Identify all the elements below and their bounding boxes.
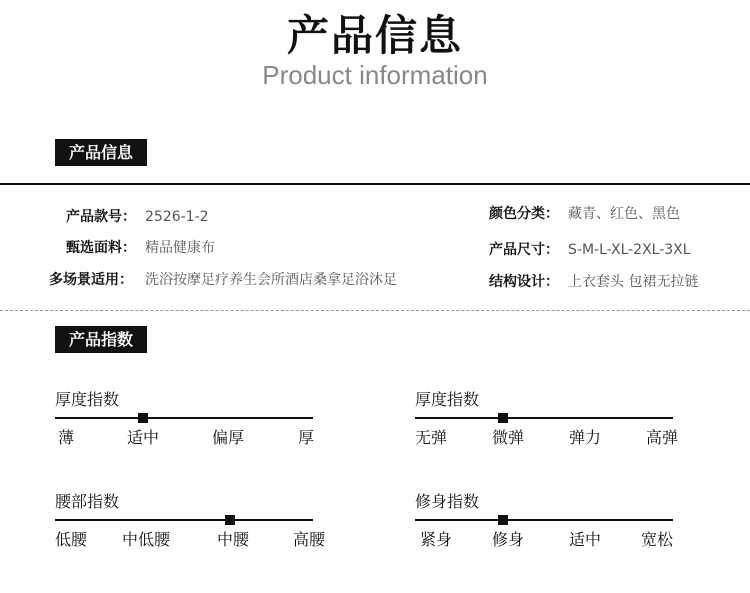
- gauge-option: 宽松: [641, 530, 674, 549]
- gauge-option: 厚: [298, 428, 315, 447]
- gauge-option: 高弹: [646, 428, 679, 447]
- info-value-colors: 藏青、红色、黑色: [568, 206, 680, 222]
- section-tag-product-info: 产品信息: [55, 139, 147, 166]
- gauge-option: 修身: [492, 530, 525, 549]
- gauge-title: 厚度指数: [415, 390, 480, 409]
- gauge-marker: [138, 413, 148, 423]
- gauge-track: [415, 519, 673, 521]
- section-tag-indices: 产品指数: [55, 326, 147, 353]
- gauge-option: 低腰: [55, 530, 88, 549]
- gauge-fit: [415, 491, 680, 561]
- info-value-scenes: 洗浴按摩足疗养生会所酒店桑拿足浴沐足: [145, 272, 397, 288]
- gauge-option: 无弹: [415, 428, 448, 447]
- gauge-option: 适中: [127, 428, 160, 447]
- info-value-fabric: 精品健康布: [145, 240, 215, 256]
- gauge-option: 适中: [569, 530, 602, 549]
- gauge-title: 腰部指数: [55, 492, 120, 511]
- gauge-track: [415, 417, 673, 419]
- gauge-thickness: [55, 389, 320, 459]
- info-label-fabric: 甄选面料：: [66, 240, 136, 256]
- gauge-title: 修身指数: [415, 492, 480, 511]
- info-label-colors: 颜色分类：: [489, 206, 559, 222]
- gauge-option: 中低腰: [122, 530, 171, 549]
- gauge-marker: [498, 413, 508, 423]
- section-divider: [0, 183, 750, 185]
- info-label-style-no: 产品款号：: [66, 209, 136, 225]
- gauge-track: [55, 417, 313, 419]
- info-value-structure: 上衣套头 包裙无拉链: [568, 274, 699, 290]
- gauge-marker: [225, 515, 235, 525]
- page-title: 产品信息: [286, 11, 463, 60]
- gauge-elasticity: [415, 389, 680, 459]
- info-value-size: S-M-L-XL-2XL-3XL: [568, 242, 691, 258]
- page-subtitle: Product information: [262, 60, 488, 90]
- gauge-title: 厚度指数: [55, 390, 120, 409]
- gauge-option: 弹力: [569, 428, 602, 447]
- info-value-style-no: 2526-1-2: [145, 209, 209, 225]
- gauge-option: 薄: [58, 428, 75, 447]
- gauge-waist: [55, 491, 326, 561]
- gauge-option: 中腰: [217, 530, 250, 549]
- dashed-divider: [0, 310, 750, 311]
- info-label-size: 产品尺寸：: [489, 242, 559, 258]
- gauge-marker: [498, 515, 508, 525]
- info-label-scenes: 多场景适用：: [49, 272, 133, 288]
- gauge-option: 偏厚: [212, 428, 245, 447]
- gauge-option: 高腰: [293, 530, 326, 549]
- gauge-option: 微弹: [492, 428, 525, 447]
- info-label-structure: 结构设计：: [489, 274, 559, 290]
- gauge-track: [55, 519, 313, 521]
- gauge-option: 紧身: [420, 530, 453, 549]
